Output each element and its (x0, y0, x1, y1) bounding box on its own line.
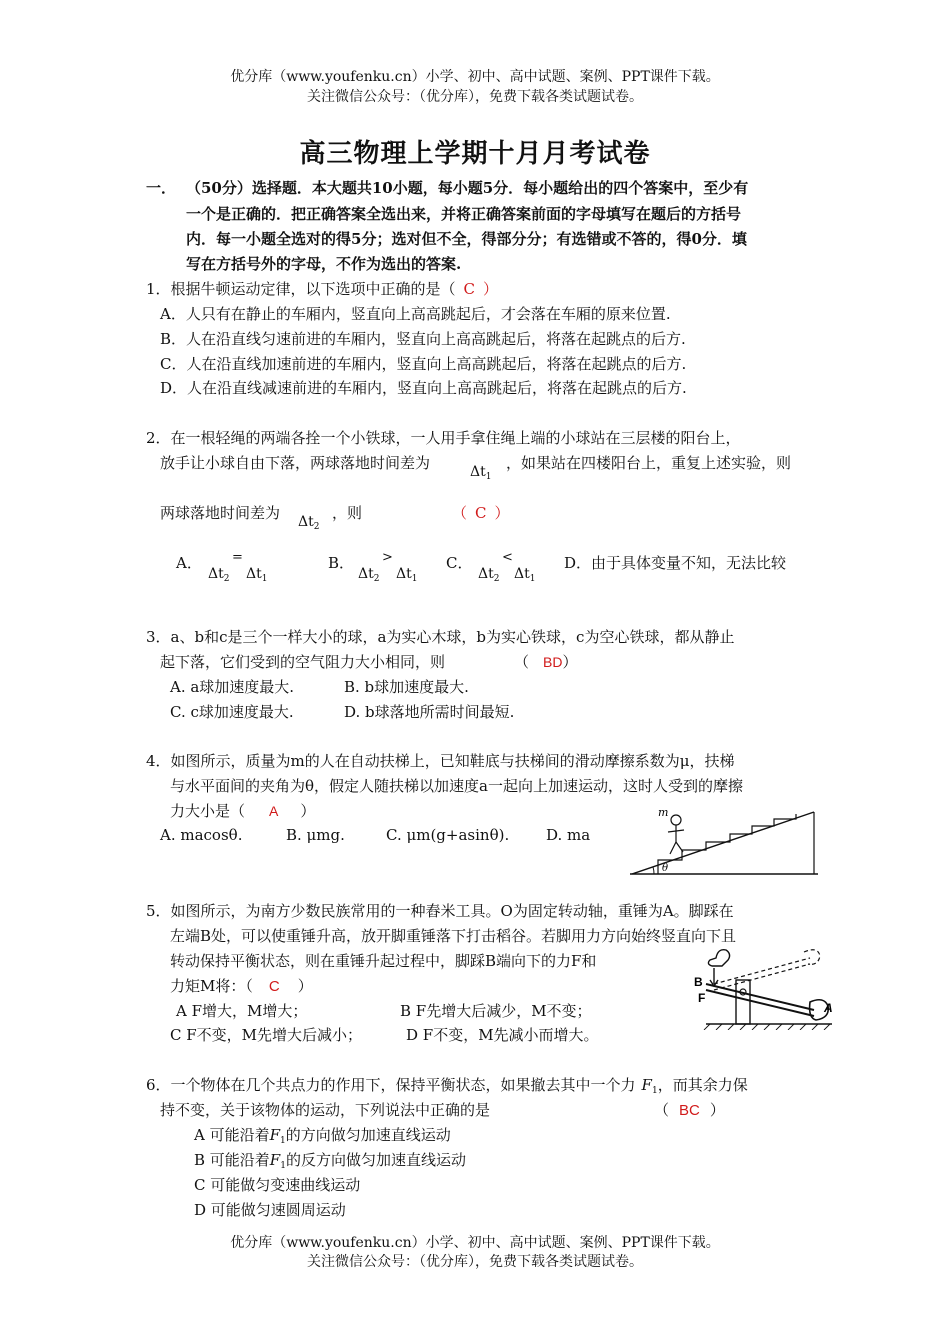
option-a-dt1: $\Delta t_1$ (246, 566, 268, 584)
question-stem: 转动保持平衡状态，则在重锤升起过程中，脚踩B端向下的力F和 (170, 952, 597, 970)
option-b-label: B． (328, 554, 355, 572)
instructions-line: 写在方括号外的字母，不作为选出的答案. (186, 255, 462, 273)
instructions-line: 内．每一小题全选对的得5分；选对但不全，得部分分；有选错或不答的，得0分．填 (186, 230, 747, 248)
option-d: D. b球落地所需时间最短. (344, 703, 515, 721)
option-a: A．人只有在静止的车厢内，竖直向上高高跳起后，才会落在车厢的原来位置. (160, 305, 671, 323)
answer-mark: C (268, 978, 280, 995)
question-stem: ，如果站在四楼阳台上，重复上述实验，则 (506, 454, 792, 472)
option-d: D. ma (546, 826, 591, 844)
option-a-dt2: $\Delta t_2$ (208, 566, 230, 584)
option-d: D F不变，M先减小而增大。 (406, 1026, 599, 1044)
question-stem: 2．在一根轻绳的两端各拴一个小铁球，一人用手拿住绳上端的小球站在三层楼的阳台上， (146, 429, 741, 447)
option-c-lt: < (502, 550, 513, 565)
force-f-label: F (698, 991, 706, 1005)
point-b-label: B (694, 975, 703, 989)
delta-t2: $\Delta t_2$ (298, 514, 320, 532)
option-d: D．由于具体变量不知，无法比较 (564, 554, 787, 572)
question-stem: 力大小是（ A ） (170, 802, 316, 820)
question-stem: 起下落，它们受到的空气阻力大小相同，则 (160, 653, 446, 671)
option-a: A 可能沿着$F_1$的方向做匀加速直线运动 (194, 1126, 451, 1146)
answer-bracket: （ C ） (452, 504, 510, 522)
question-stem: ，则 (332, 504, 363, 522)
option-c: C F不变，M先增大后减小； (170, 1026, 363, 1044)
option-b-dt1: $\Delta t_1$ (396, 566, 418, 584)
escalator-figure (628, 804, 820, 880)
rice-pounder-figure (692, 944, 838, 1030)
question-stem: 3．a、b和c是三个一样大小的球，a为实心木球，b为实心铁球，c为空心铁球，都从静止 (146, 628, 735, 646)
page-header-line2: 关注微信公众号：（优分库），免费下载各类试题试卷。 (307, 89, 643, 105)
hammer-a-label: A (824, 1001, 833, 1015)
answer-mark: C (463, 280, 476, 298)
question-stem: 左端B处，可以使重锤升高，放开脚重锤落下打击稻谷。若脚用力方向始终竖直向下且 (170, 927, 737, 945)
angle-label: θ (662, 863, 669, 874)
option-a: A F增大，M增大； (176, 1002, 308, 1020)
option-c: C 可能做匀变速曲线运动 (194, 1176, 361, 1194)
answer-mark: C (475, 504, 487, 522)
answer-mark: BC (679, 1102, 700, 1119)
question-stem: 与水平面间的夹角为θ，假定人随扶梯以加速度a一起向上加速运动，这时人受到的摩擦 (170, 777, 743, 795)
mass-label: m (658, 806, 669, 819)
answer-mark: BD (543, 654, 563, 670)
answer-mark: A (269, 803, 279, 819)
option-c-dt2: $\Delta t_2$ (478, 566, 500, 584)
instructions-line: （50分）选择题．本大题共10小题，每小题5分．每小题给出的四个答案中，至少有 (186, 179, 749, 197)
question-stem: 持不变，关于该物体的运动，下列说法中正确的是 (160, 1101, 491, 1119)
option-b: B 可能沿着$F_1$的反方向做匀加速直线运动 (194, 1151, 466, 1171)
question-stem: 5．如图所示，为南方少数民族常用的一种舂米工具。O为固定转动轴，重锤为A。脚踩在 (146, 902, 734, 920)
option-b-dt2: $\Delta t_2$ (358, 566, 380, 584)
option-a-eq: = (232, 550, 243, 565)
option-c: C. c球加速度最大. (170, 703, 294, 721)
instructions-line: 一个是正确的．把正确答案全选出来，并将正确答案前面的字母填写在题后的方括号 (186, 205, 742, 223)
option-c-dt1: $\Delta t_1$ (514, 566, 536, 584)
page-title: 高三物理上学期十月月考试卷 (299, 139, 651, 169)
option-a: A. a球加速度最大. (170, 678, 295, 696)
option-c-label: C． (446, 554, 473, 572)
answer-bracket: （ BC ） (654, 1101, 725, 1119)
option-d: D 可能做匀速圆周运动 (194, 1201, 346, 1219)
option-b: B．人在沿直线匀速前进的车厢内，竖直向上高高跳起后，将落在起跳点的后方. (160, 330, 686, 348)
option-b: B F先增大后减少，M不变； (400, 1002, 592, 1020)
question-stem: 两球落地时间差为 (160, 504, 281, 522)
page-header-line1: 优分库（www.youfenku.cn）小学、初中、高中试题、案例、PPT课件下载。 (230, 69, 720, 85)
question-stem: 1．根据牛顿运动定律，以下选项中正确的是（ C ） (146, 280, 499, 298)
question-stem: 力矩M将：（ C ） (170, 977, 313, 995)
question-stem: 6．一个物体在几个共点力的作用下，保持平衡状态，如果撤去其中一个力 $F_1$，而其余力保 (146, 1076, 748, 1096)
section-number: 一． (146, 179, 177, 197)
option-a-label: A． (176, 554, 202, 572)
page-footer-line1: 优分库（www.youfenku.cn）小学、初中、高中试题、案例、PPT课件下载。 (230, 1235, 720, 1251)
option-c: C．人在沿直线加速前进的车厢内，竖直向上高高跳起后，将落在起跳点的后方. (160, 355, 687, 373)
delta-t1: $\Delta t_1$ (470, 464, 492, 482)
option-b: B. μmg. (286, 826, 345, 844)
option-b: B. b球加速度最大. (344, 678, 469, 696)
option-c: C. μm(g+asinθ). (386, 826, 510, 844)
option-a: A. macosθ. (160, 826, 243, 844)
answer-bracket: （ BD） (514, 653, 578, 671)
option-d: D．人在沿直线减速前进的车厢内，竖直向上高高跳起后，将落在起跳点的后方. (160, 379, 687, 397)
option-b-gt: > (382, 550, 393, 565)
page-footer-line2: 关注微信公众号：（优分库），免费下载各类试题试卷。 (307, 1254, 643, 1270)
question-stem: 4．如图所示，质量为m的人在自动扶梯上，已知鞋底与扶梯间的滑动摩擦系数为μ，扶梯 (146, 752, 735, 770)
question-stem: 放手让小球自由下落，两球落地时间差为 (160, 454, 431, 472)
